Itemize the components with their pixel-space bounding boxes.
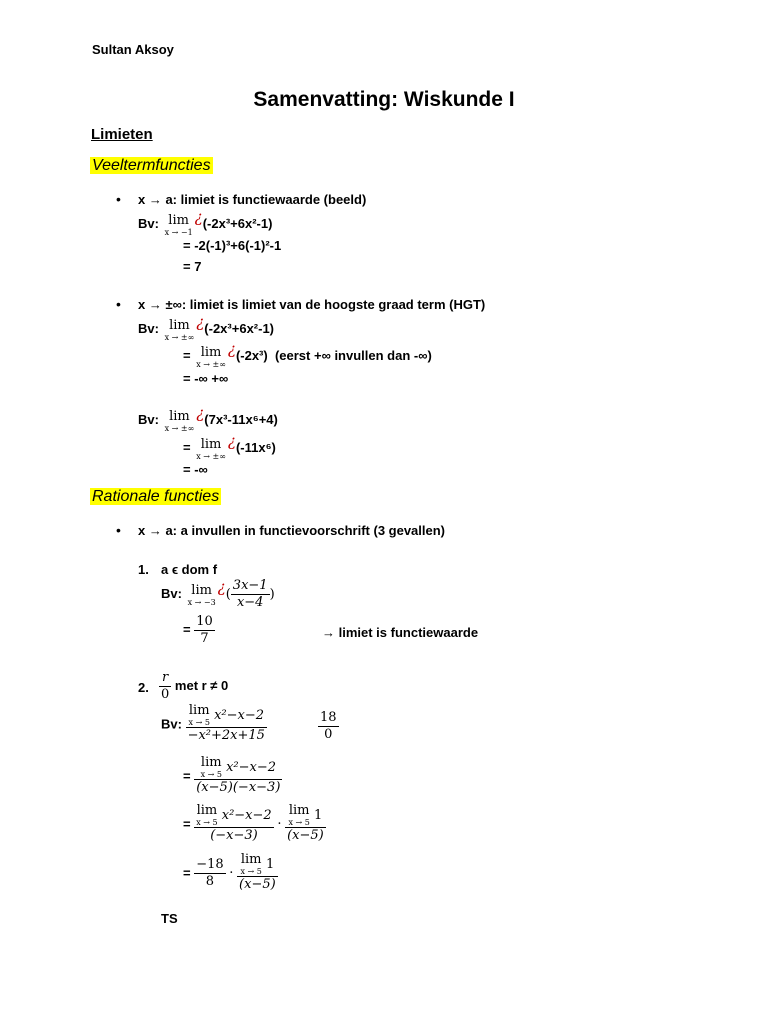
equation-line: = -∞	[183, 462, 208, 477]
fraction: lim x → 5 1 (x−5)	[239, 852, 276, 892]
fraction: lim x → 5 x²−x−2 (x−5)(−x−3)	[196, 755, 281, 795]
example-line: Bv: lim x → −3 ¿( $\frac{3x-1}{x-4}$ )	[161, 578, 275, 611]
equation-line: = lim x → ±∞ ¿(-11x⁶)	[183, 432, 276, 461]
limit-operator: lim x → −3	[187, 582, 216, 607]
question-glyph: ¿	[194, 208, 203, 226]
highlighted-subheading-text: Rationale functies	[92, 488, 220, 505]
example-line: Bv: lim x → ±∞ ¿(7x³-11x⁶+4)	[138, 404, 278, 433]
equation-line: = $\frac{-18}{8}$ · lim x → 5 1 (x−5)	[183, 852, 276, 892]
bv-label: Bv:	[138, 216, 159, 231]
limit-operator: lim x → −1	[164, 212, 193, 237]
subheading-rationale-functies	[90, 488, 221, 506]
equation-line: = 7	[183, 259, 202, 274]
question-glyph: ¿	[196, 404, 205, 422]
equation-line: = -2(-1)³+6(-1)²-1	[183, 238, 282, 253]
bv-label: Bv:	[161, 716, 182, 732]
question-glyph: ¿	[196, 313, 205, 331]
note: → limiet is functiewaarde	[322, 625, 479, 640]
limit-operator: lim x → ±∞	[164, 317, 195, 342]
equation-line: = $\frac{10}{7}$	[183, 614, 213, 646]
equation-line: = lim x → 5 x²−x−2 (−x−3) · lim x → 5 1 (x−5)	[183, 803, 324, 843]
page-title: Samenvatting: Wiskunde I	[253, 88, 515, 111]
ts-label: TS	[161, 911, 178, 926]
fraction: $\frac{-18}{8}$	[196, 856, 224, 889]
note: (eerst +∞ invullen dan -∞)	[274, 348, 432, 363]
fraction: lim x → 5 x²−x−2 (−x−3)	[196, 803, 272, 843]
subheading-veeltermfuncties	[90, 157, 213, 175]
fraction: lim x → 5 x²−x−2 −x²+2x+15	[187, 703, 265, 743]
example-line	[161, 704, 267, 744]
bv-label: Bv:	[161, 586, 182, 601]
limit-operator: lim x → ±∞	[164, 408, 195, 433]
case-number: 2.	[138, 680, 149, 695]
case-label: $\frac{r}{0}$ met r ≠ 0	[161, 670, 229, 702]
bullet-text-x-to-a: x → a: limiet is functiewaarde (beeld)	[138, 192, 367, 207]
equation-line: = lim x → 5 x²−x−2 (x−5)(−x−3)	[183, 755, 281, 795]
bv-label: Bv:	[138, 412, 159, 427]
bullet-text-rational-x-to-a: x → a: a invullen in functievoorschrift (3 gevallen)	[138, 523, 446, 538]
author-name: Sultan Aksoy	[92, 42, 174, 57]
case-number: 1.	[138, 562, 149, 577]
bullet-dot: •	[116, 191, 121, 207]
fraction: lim x → 5 1 (x−5)	[287, 803, 324, 843]
question-glyph: ¿	[217, 578, 226, 596]
example-line	[138, 208, 272, 237]
fraction: $\frac{3x-1}{x-4}$	[232, 578, 268, 611]
limit-operator: lim x → ±∞	[196, 436, 226, 461]
expression: (-2x³+6x²-1)	[204, 321, 275, 336]
example-line	[138, 313, 274, 342]
fraction: $\frac{18}{0}$	[320, 710, 337, 742]
question-glyph: ¿	[227, 340, 236, 358]
section-heading-limieten: Limieten	[91, 126, 153, 143]
fraction: $\frac{10}{7}$	[196, 614, 213, 646]
bullet-dot: •	[116, 522, 121, 538]
case-label: a ϵ dom f	[161, 562, 218, 577]
bullet-dot: •	[116, 296, 121, 312]
side-fraction	[318, 710, 339, 743]
equation-line: = lim x → ±∞ ¿(-2x³) (eerst +∞ invullen dan -∞)	[183, 340, 432, 369]
limit-operator: lim x → ±∞	[196, 344, 226, 369]
equation-line: = -∞ +∞	[183, 371, 229, 386]
expression: (-2x³+6x²-1)	[202, 216, 273, 231]
highlighted-subheading-text: Veeltermfuncties	[92, 157, 211, 174]
bullet-text-x-to-infinity: x → ±∞: limiet is limiet van de hoogste graad term (HGT)	[138, 297, 486, 312]
bv-label: Bv:	[138, 321, 159, 336]
question-glyph: ¿	[227, 432, 236, 450]
fraction: $\frac{r}{0}$	[161, 670, 170, 702]
